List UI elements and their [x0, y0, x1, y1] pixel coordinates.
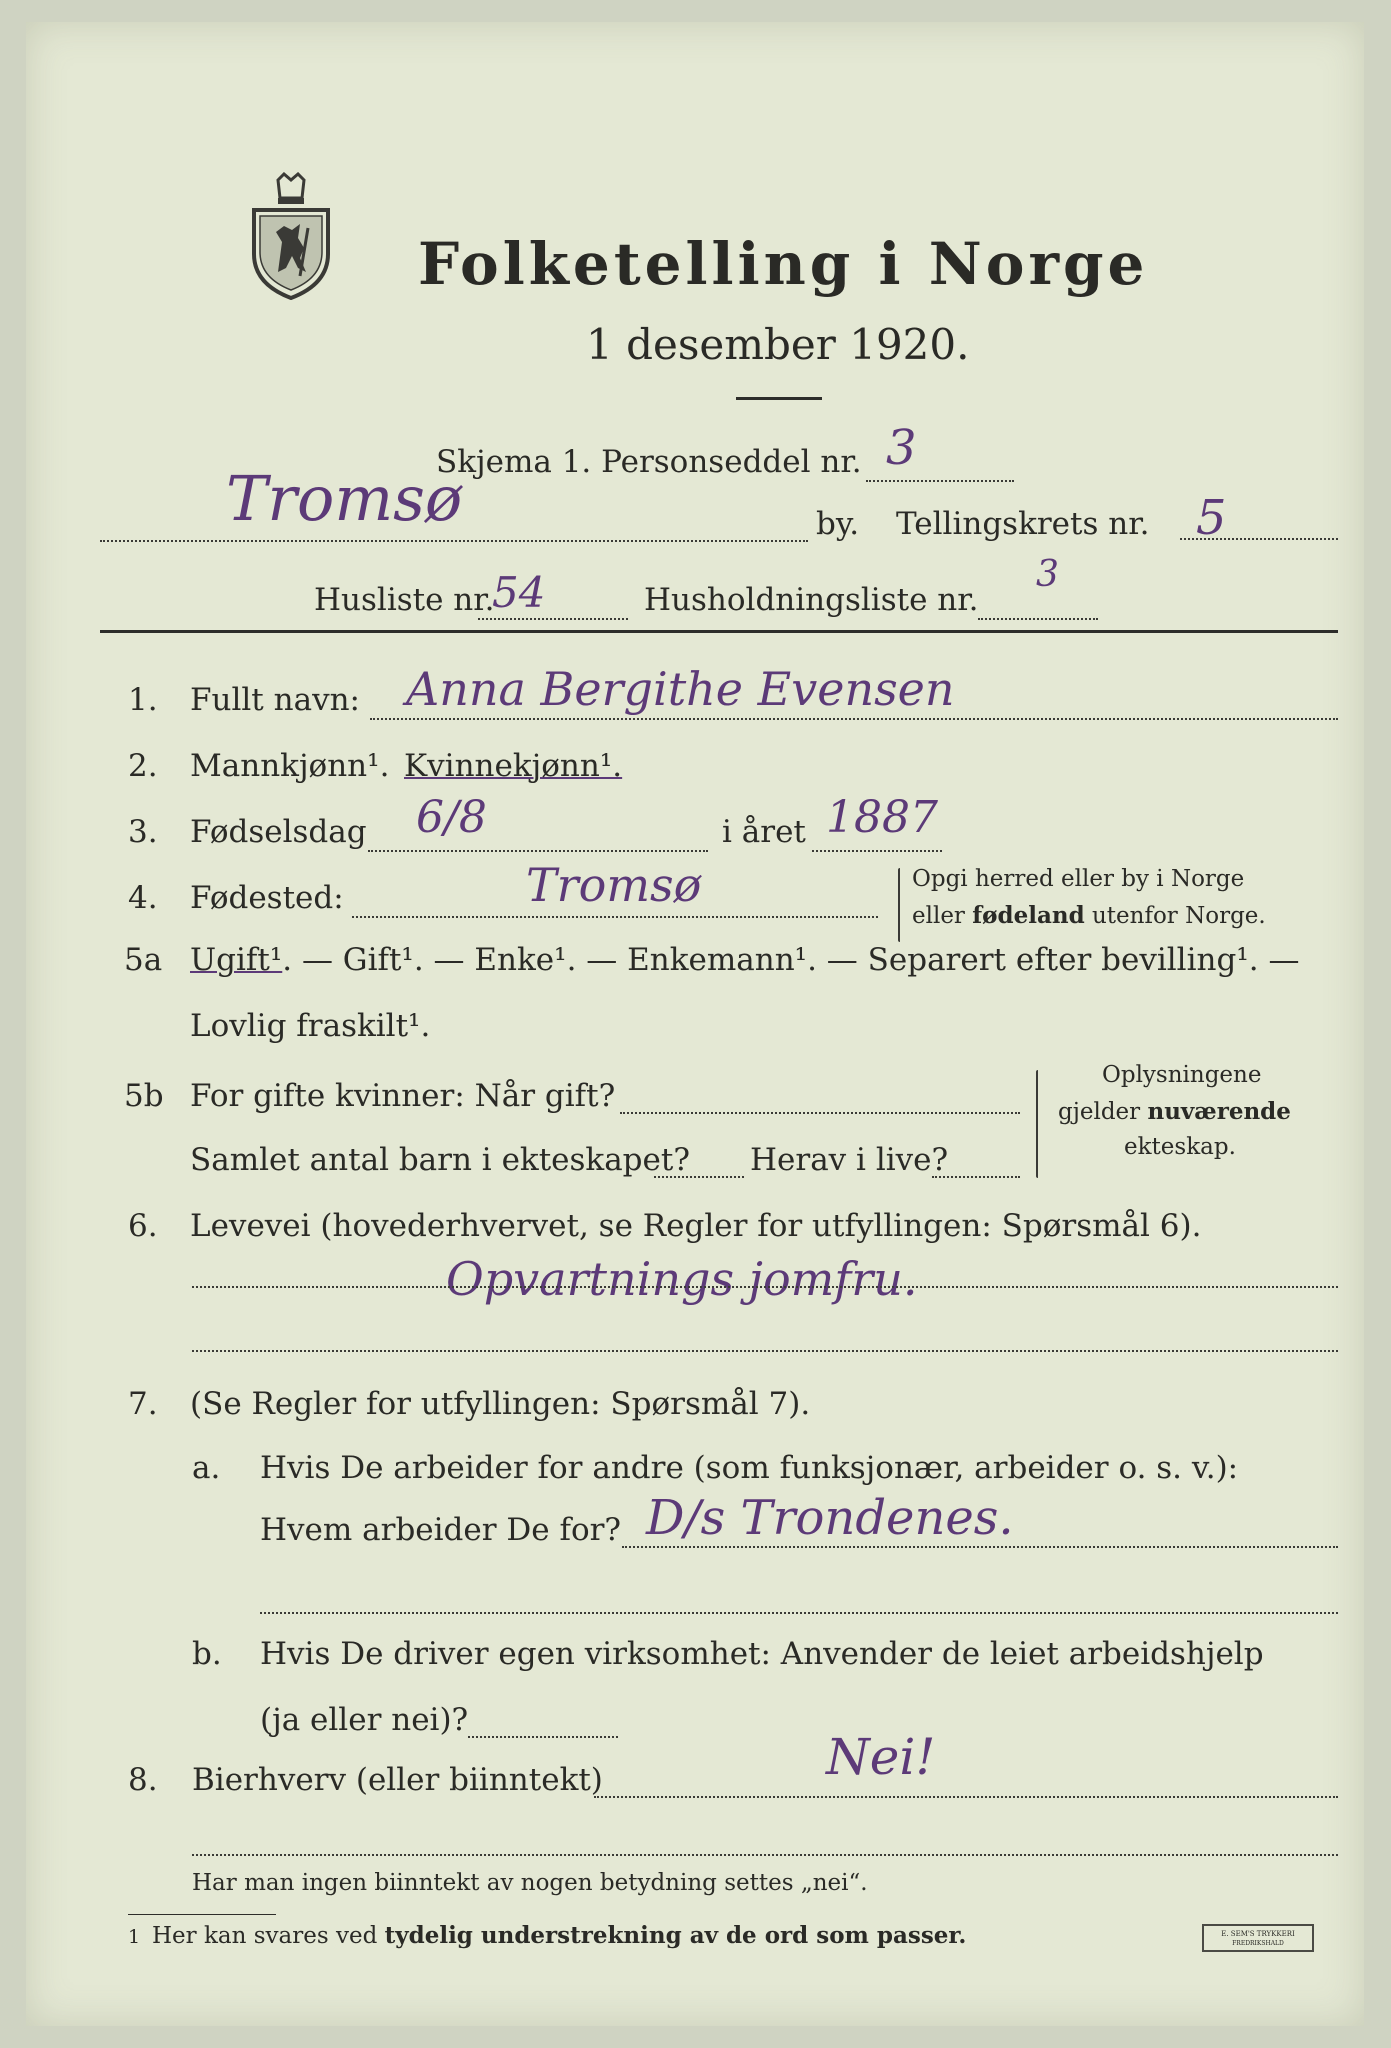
- q5b-label-1: For gifte kvinner: Når gift?: [190, 1078, 616, 1114]
- q5b-number: 5b: [124, 1078, 164, 1114]
- q4-note-1: Opgi herred eller by i Norge: [912, 866, 1245, 892]
- q7-number: 7.: [128, 1386, 158, 1422]
- q5b-line-2: [654, 1176, 744, 1178]
- q7b-letter: b.: [192, 1636, 222, 1672]
- q5b-note-1: Oplysningene: [1102, 1062, 1262, 1088]
- q7b-line: [468, 1736, 618, 1738]
- q5b-line-3: [932, 1176, 1020, 1178]
- q4-value: Tromsø: [526, 858, 702, 912]
- q6-line-2: [192, 1350, 1338, 1352]
- q3-value: 6/8: [416, 792, 487, 843]
- q8-label: Bierhverv (eller biinntekt): [192, 1762, 603, 1798]
- by-label: by.: [816, 506, 860, 542]
- q1-label: Fullt navn:: [190, 682, 360, 718]
- q1-number: 1.: [128, 682, 158, 718]
- header-rule: [100, 630, 1338, 633]
- q5b-label-2: Samlet antal barn i ekteskapet?: [190, 1142, 690, 1178]
- by-value: Tromsø: [226, 462, 463, 535]
- q2-mann: Mannkjønn¹.: [190, 748, 390, 784]
- husholdning-line: [978, 618, 1098, 620]
- q8-value: Nei!: [826, 1728, 936, 1786]
- q8-number: 8.: [128, 1762, 158, 1798]
- q7a-letter: a.: [192, 1450, 221, 1486]
- q8-line-1: [594, 1796, 1338, 1798]
- q3-year-value: 1887: [826, 792, 938, 843]
- q8-line-2: [192, 1854, 1338, 1856]
- q5b-bracket: [1036, 1070, 1038, 1178]
- q1-line: [370, 718, 1338, 720]
- husliste-value: 54: [492, 568, 546, 617]
- by-line: [100, 540, 808, 542]
- q5b-label-3: Herav i live?: [750, 1142, 949, 1178]
- skjema-label: Skjema 1. Personseddel nr.: [436, 444, 862, 480]
- tellingskrets-label: Tellingskrets nr.: [896, 506, 1150, 542]
- q4-number: 4.: [128, 880, 158, 916]
- q5b-line-1: [620, 1112, 1020, 1114]
- q3-label: Fødselsdag: [190, 814, 367, 850]
- q4-label: Fødested:: [190, 880, 344, 916]
- skjema-value: 3: [886, 420, 917, 476]
- q5a-number: 5a: [124, 942, 163, 978]
- census-form: [26, 22, 1364, 2026]
- q4-line: [352, 916, 878, 918]
- q7a-line-2: [260, 1612, 1338, 1614]
- title-divider: [736, 397, 822, 400]
- q5a-options: Ugift¹. — Gift¹. — Enke¹. — Enkemann¹. — Separert efter bevilling¹. —: [190, 942, 1300, 978]
- q2-number: 2.: [128, 748, 158, 784]
- printer-stamp: E. SEM'S TRYKKERI FREDRIKSHALD: [1202, 1924, 1314, 1952]
- q7a-value: D/s Trondenes.: [646, 1490, 1014, 1546]
- skjema-line: [866, 480, 1014, 482]
- q6-number: 6.: [128, 1208, 158, 1244]
- page-title: Folketelling i Norge: [418, 230, 1149, 298]
- q5b-note-3: ekteskap.: [1124, 1134, 1236, 1160]
- q5a-line2: Lovlig fraskilt¹.: [190, 1008, 431, 1044]
- q3-number: 3.: [128, 814, 158, 850]
- q7a-question: Hvem arbeider De for?: [260, 1512, 622, 1548]
- husliste-label: Husliste nr.: [314, 582, 495, 618]
- q3-year-label: i året: [722, 814, 806, 850]
- husholdning-label: Husholdningsliste nr.: [644, 582, 979, 618]
- q2-kvinne: Kvinnekjønn¹.: [404, 748, 623, 784]
- q5a-ugift: Ugift¹: [190, 942, 283, 978]
- q7b-question: (ja eller nei)?: [260, 1702, 469, 1738]
- footer-note: Har man ingen biinntekt av nogen betydning settes „nei“.: [192, 1870, 868, 1896]
- q5b-note-2: gjelder nuværende: [1058, 1098, 1291, 1125]
- q6-label: Levevei (hovederhvervet, se Regler for utfyllingen: Spørsmål 6).: [190, 1208, 1202, 1244]
- husliste-line: [478, 618, 628, 620]
- q4-bracket: [898, 868, 900, 942]
- census-date: 1 desember 1920.: [586, 320, 970, 369]
- q3-line: [368, 850, 708, 852]
- q1-value: Anna Bergithe Evensen: [406, 662, 955, 716]
- q7-label: (Se Regler for utfyllingen: Spørsmål 7).: [190, 1386, 811, 1422]
- q6-value: Opvartnings jomfru.: [446, 1252, 918, 1306]
- footnote-number: 1: [128, 1926, 141, 1948]
- q7a-line-1: [622, 1546, 1338, 1548]
- husholdning-value: 3: [1036, 554, 1059, 595]
- q3-year-line: [812, 850, 942, 852]
- q7a-text: Hvis De arbeider for andre (som funksjonær, arbeider o. s. v.):: [260, 1450, 1239, 1486]
- coat-of-arms-icon: [248, 172, 334, 300]
- q4-note-2: eller fødeland utenfor Norge.: [912, 902, 1266, 929]
- footnote-rule: [128, 1914, 276, 1915]
- footnote-text: Her kan svares ved tydelig understrekning av de ord som passer.: [152, 1922, 967, 1949]
- q6-line-1: [192, 1286, 1338, 1288]
- q7b-text: Hvis De driver egen virksomhet: Anvender de leiet arbeidshjelp: [260, 1636, 1264, 1672]
- tellingskrets-value: 5: [1196, 490, 1227, 546]
